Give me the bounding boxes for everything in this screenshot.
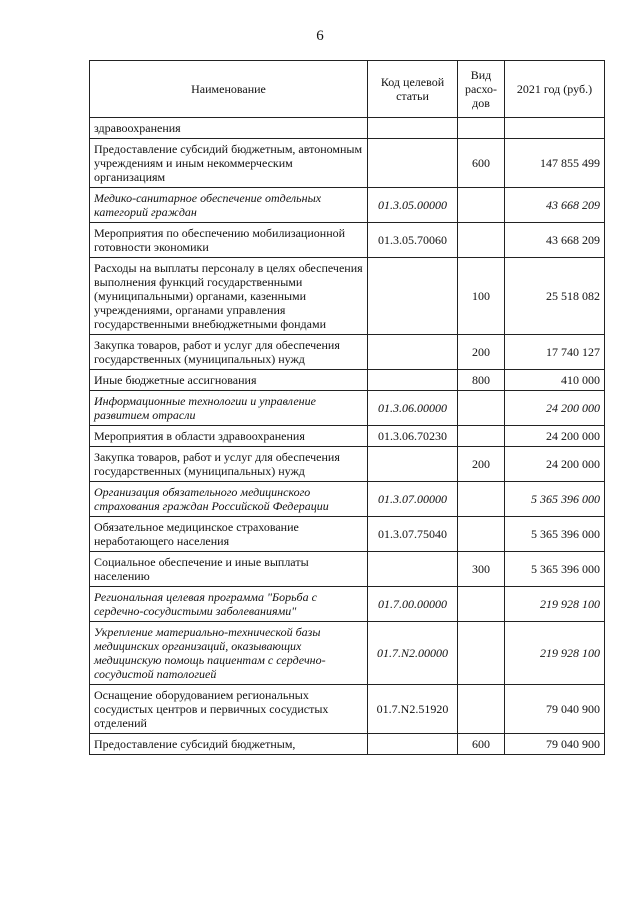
- code-cell: [368, 139, 458, 188]
- sum-cell: 147 855 499: [505, 139, 605, 188]
- code-cell: [368, 370, 458, 391]
- vid-cell: 800: [458, 370, 505, 391]
- code-cell: 01.7.N2.51920: [368, 685, 458, 734]
- table-header-row: [90, 61, 605, 118]
- table-row: [90, 685, 605, 734]
- code-cell: 01.3.05.70060: [368, 223, 458, 258]
- table-row: [90, 370, 605, 391]
- sum-cell: 24 200 000: [505, 447, 605, 482]
- code-cell: [368, 447, 458, 482]
- code-cell: [368, 118, 458, 139]
- table-row: [90, 391, 605, 426]
- code-cell: [368, 335, 458, 370]
- sum-cell: 25 518 082: [505, 258, 605, 335]
- sum-cell: 43 668 209: [505, 223, 605, 258]
- sum-cell: 24 200 000: [505, 426, 605, 447]
- name-cell: Предоставление субсидий бюджетным, автономным учреждениям и иным некоммерческим организациям: [90, 139, 368, 188]
- vid-cell: [458, 587, 505, 622]
- table-row: [90, 139, 605, 188]
- name-cell: Закупка товаров, работ и услуг для обеспечения государственных (муниципальных) нужд: [90, 335, 368, 370]
- vid-cell: 300: [458, 552, 505, 587]
- name-cell: Организация обязательного медицинского страхования граждан Российской Федерации: [90, 482, 368, 517]
- header-name: Наименование: [90, 61, 368, 118]
- vid-cell: [458, 223, 505, 258]
- budget-table: [89, 60, 605, 755]
- vid-cell: [458, 426, 505, 447]
- sum-cell: [505, 118, 605, 139]
- table-row: [90, 426, 605, 447]
- vid-cell: [458, 622, 505, 685]
- code-cell: 01.7.N2.00000: [368, 622, 458, 685]
- name-cell: здравоохранения: [90, 118, 368, 139]
- sum-cell: 24 200 000: [505, 391, 605, 426]
- code-cell: 01.7.00.00000: [368, 587, 458, 622]
- vid-cell: [458, 482, 505, 517]
- header-vid: Вид расхо-дов: [458, 61, 505, 118]
- vid-cell: [458, 517, 505, 552]
- table-row: [90, 188, 605, 223]
- vid-cell: 100: [458, 258, 505, 335]
- sum-cell: 79 040 900: [505, 734, 605, 755]
- vid-cell: [458, 685, 505, 734]
- header-sum: 2021 год (руб.): [505, 61, 605, 118]
- name-cell: Обязательное медицинское страхование неработающего населения: [90, 517, 368, 552]
- code-cell: 01.3.07.00000: [368, 482, 458, 517]
- header-code: Код целевой статьи: [368, 61, 458, 118]
- sum-cell: 5 365 396 000: [505, 482, 605, 517]
- table-row: [90, 223, 605, 258]
- table-row: [90, 622, 605, 685]
- sum-cell: 79 040 900: [505, 685, 605, 734]
- sum-cell: 219 928 100: [505, 622, 605, 685]
- code-cell: [368, 734, 458, 755]
- name-cell: Предоставление субсидий бюджетным,: [90, 734, 368, 755]
- vid-cell: 600: [458, 734, 505, 755]
- vid-cell: [458, 391, 505, 426]
- name-cell: Укрепление материально-технической базы медицинских организаций, оказывающих медицинскую помощь пациентам с сердечно-сосудистой патологией: [90, 622, 368, 685]
- sum-cell: 43 668 209: [505, 188, 605, 223]
- sum-cell: 17 740 127: [505, 335, 605, 370]
- code-cell: 01.3.07.75040: [368, 517, 458, 552]
- name-cell: Медико-санитарное обеспечение отдельных категорий граждан: [90, 188, 368, 223]
- code-cell: [368, 552, 458, 587]
- table-row: [90, 552, 605, 587]
- name-cell: Иные бюджетные ассигнования: [90, 370, 368, 391]
- table-row: [90, 258, 605, 335]
- vid-cell: 200: [458, 335, 505, 370]
- sum-cell: 219 928 100: [505, 587, 605, 622]
- page-number: 6: [316, 28, 324, 44]
- name-cell: Информационные технологии и управление развитием отрасли: [90, 391, 368, 426]
- code-cell: [368, 258, 458, 335]
- table-row: [90, 447, 605, 482]
- table-row: [90, 517, 605, 552]
- table-row: [90, 734, 605, 755]
- vid-cell: 200: [458, 447, 505, 482]
- sum-cell: 5 365 396 000: [505, 552, 605, 587]
- name-cell: Мероприятия в области здравоохранения: [90, 426, 368, 447]
- vid-cell: [458, 188, 505, 223]
- name-cell: Расходы на выплаты персоналу в целях обеспечения выполнения функций государственными (муниципальными) органами, казенными учреждениями, органами управления государственными внебюджетными фондами: [90, 258, 368, 335]
- table-row: [90, 335, 605, 370]
- name-cell: Мероприятия по обеспечению мобилизационной готовности экономики: [90, 223, 368, 258]
- name-cell: Оснащение оборудованием региональных сосудистых центров и первичных сосудистых отделений: [90, 685, 368, 734]
- table-row: [90, 118, 605, 139]
- name-cell: Закупка товаров, работ и услуг для обеспечения государственных (муниципальных) нужд: [90, 447, 368, 482]
- sum-cell: 5 365 396 000: [505, 517, 605, 552]
- table-row: [90, 587, 605, 622]
- vid-cell: 600: [458, 139, 505, 188]
- name-cell: Социальное обеспечение и иные выплаты населению: [90, 552, 368, 587]
- code-cell: 01.3.06.70230: [368, 426, 458, 447]
- code-cell: 01.3.05.00000: [368, 188, 458, 223]
- vid-cell: [458, 118, 505, 139]
- code-cell: 01.3.06.00000: [368, 391, 458, 426]
- sum-cell: 410 000: [505, 370, 605, 391]
- table-row: [90, 482, 605, 517]
- name-cell: Региональная целевая программа "Борьба с сердечно-сосудистыми заболеваниями": [90, 587, 368, 622]
